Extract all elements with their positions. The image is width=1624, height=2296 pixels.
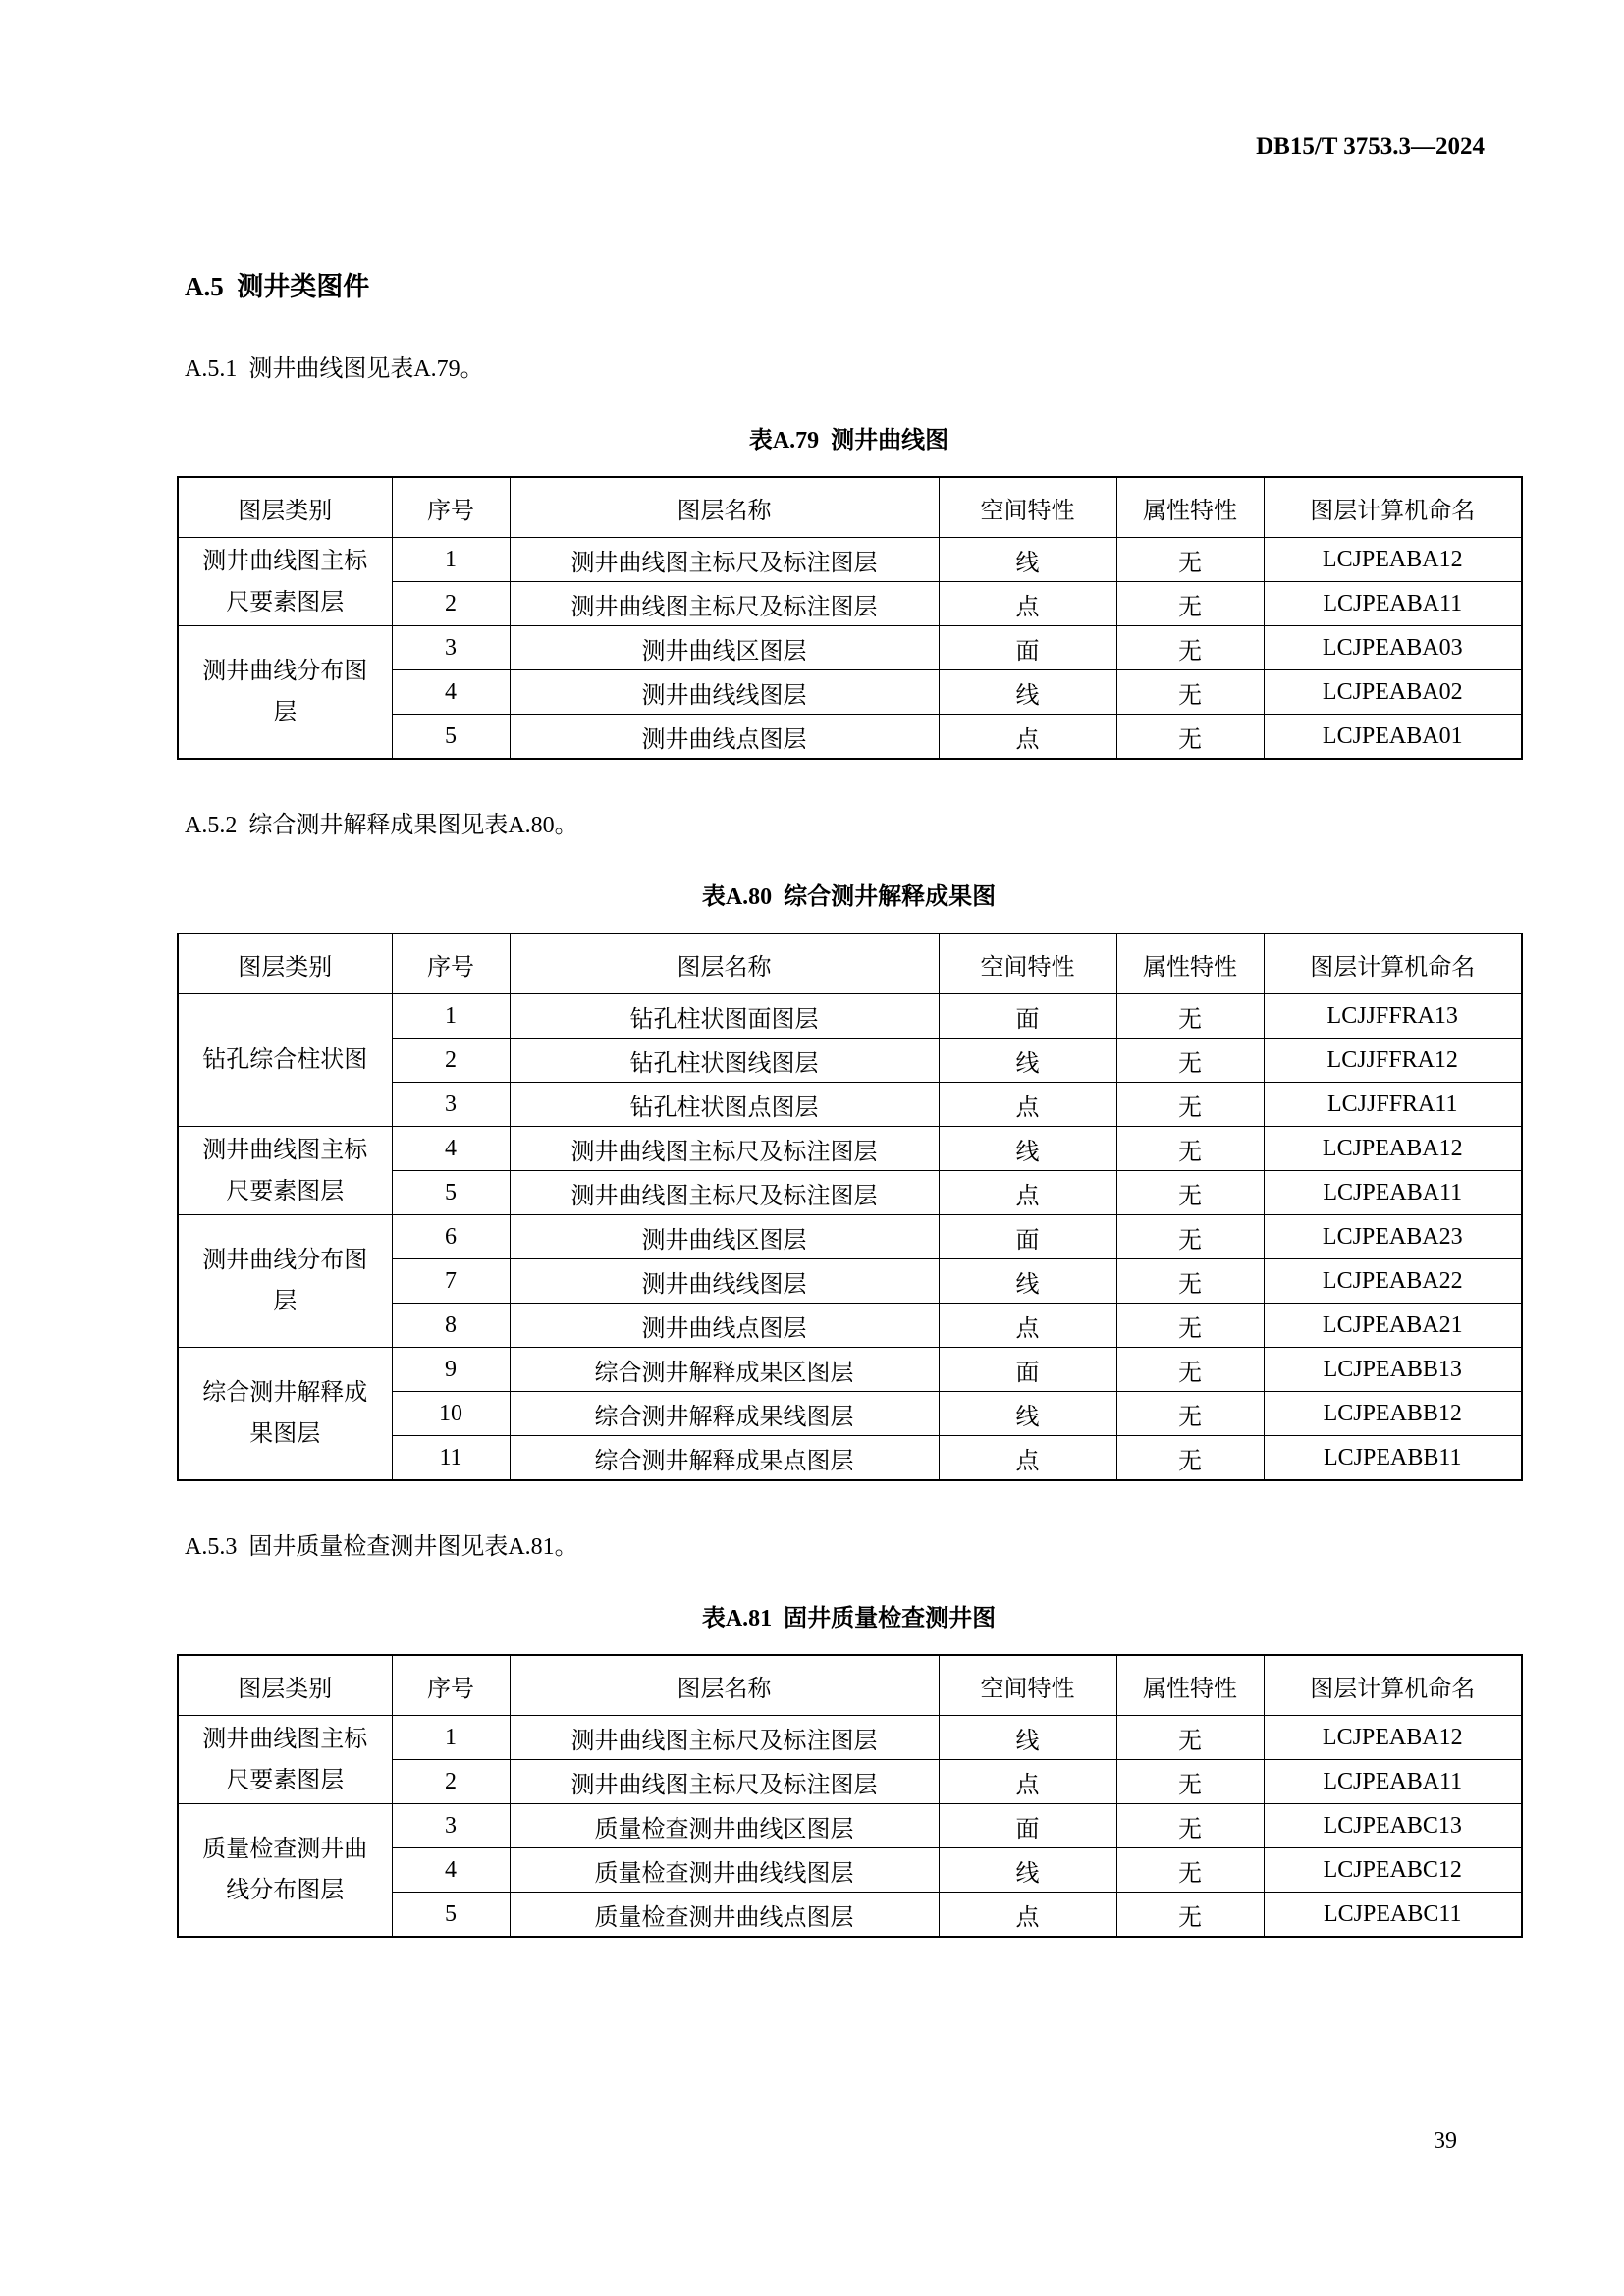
spatial-attr-cell: 线 [939, 1392, 1116, 1436]
attribute-attr-cell: 无 [1116, 1760, 1264, 1804]
computer-name-cell: LCJPEABB11 [1264, 1436, 1522, 1481]
spatial-attr-cell: 点 [939, 1436, 1116, 1481]
attribute-attr-cell: 无 [1116, 1259, 1264, 1304]
seq-cell: 3 [392, 626, 510, 670]
computer-name-cell: LCJPEABA21 [1264, 1304, 1522, 1348]
layer-table [177, 933, 1523, 1481]
layer-name-cell: 综合测井解释成果线图层 [510, 1392, 939, 1436]
header-cell: 图层计算机命名 [1264, 1655, 1522, 1716]
layer-name-cell: 钻孔柱状图线图层 [510, 1039, 939, 1083]
computer-name-cell: LCJPEABC11 [1264, 1893, 1522, 1938]
computer-name-cell: LCJPEABC12 [1264, 1848, 1522, 1893]
header-cell: 空间特性 [939, 477, 1116, 538]
spatial-attr-cell: 点 [939, 1083, 1116, 1127]
header-cell: 图层类别 [178, 477, 392, 538]
spatial-attr-cell: 线 [939, 1127, 1116, 1171]
table-row [178, 1127, 1522, 1171]
table-title: 表A.80 综合测井解释成果图 [701, 884, 997, 910]
spatial-attr-cell: 线 [939, 670, 1116, 715]
seq-cell: 2 [392, 1039, 510, 1083]
seq-cell: 10 [392, 1392, 510, 1436]
table-header-row [178, 477, 1522, 538]
attribute-attr-cell: 无 [1116, 1127, 1264, 1171]
table-row [178, 994, 1522, 1039]
computer-name-cell: LCJPEABC13 [1264, 1804, 1522, 1848]
spatial-attr-cell: 点 [939, 582, 1116, 626]
table-title: 表A.81 固井质量检查测井图 [701, 1606, 997, 1631]
layer-name-cell: 质量检查测井曲线线图层 [510, 1848, 939, 1893]
table-row [178, 1716, 1522, 1760]
seq-cell: 4 [392, 1848, 510, 1893]
category-cell: 钻孔综合柱状图 [178, 994, 392, 1127]
computer-name-cell: LCJPEABA11 [1264, 1171, 1522, 1215]
header-cell: 序号 [392, 1655, 510, 1716]
layer-name-cell: 测井曲线图主标尺及标注图层 [510, 1760, 939, 1804]
computer-name-cell: LCJJFFRA13 [1264, 994, 1522, 1039]
layer-name-cell: 质量检查测井曲线点图层 [510, 1893, 939, 1938]
layer-name-cell: 测井曲线区图层 [510, 1215, 939, 1259]
spatial-attr-cell: 线 [939, 1259, 1116, 1304]
category-cell: 测井曲线图主标尺要素图层 [178, 1127, 392, 1215]
seq-cell: 7 [392, 1259, 510, 1304]
seq-cell: 5 [392, 1171, 510, 1215]
layer-name-cell: 钻孔柱状图面图层 [510, 994, 939, 1039]
layer-table [177, 1654, 1523, 1938]
computer-name-cell: LCJPEABA12 [1264, 1716, 1522, 1760]
seq-cell: 3 [392, 1804, 510, 1848]
layer-name-cell: 测井曲线图主标尺及标注图层 [510, 538, 939, 582]
subsection-heading: A.5.1 测井曲线图见表A.79。 [185, 356, 484, 382]
header-cell: 属性特性 [1116, 934, 1264, 994]
layer-name-cell: 测井曲线区图层 [510, 626, 939, 670]
header-cell: 图层名称 [510, 477, 939, 538]
table-row [178, 626, 1522, 670]
attribute-attr-cell: 无 [1116, 994, 1264, 1039]
spatial-attr-cell: 点 [939, 1171, 1116, 1215]
subsection-heading: A.5.2 综合测井解释成果图见表A.80。 [185, 813, 578, 838]
spatial-attr-cell: 面 [939, 994, 1116, 1039]
attribute-attr-cell: 无 [1116, 626, 1264, 670]
table-title: 表A.79 测井曲线图 [748, 428, 949, 454]
computer-name-cell: LCJPEABA11 [1264, 1760, 1522, 1804]
layer-name-cell: 测井曲线线图层 [510, 670, 939, 715]
section-heading: A.5 测井类图件 [185, 272, 370, 301]
spatial-attr-cell: 面 [939, 626, 1116, 670]
attribute-attr-cell: 无 [1116, 1436, 1264, 1481]
computer-name-cell: LCJPEABA22 [1264, 1259, 1522, 1304]
computer-name-cell: LCJPEABA23 [1264, 1215, 1522, 1259]
layer-name-cell: 测井曲线图主标尺及标注图层 [510, 1127, 939, 1171]
attribute-attr-cell: 无 [1116, 1215, 1264, 1259]
layer-name-cell: 测井曲线图主标尺及标注图层 [510, 1171, 939, 1215]
seq-cell: 5 [392, 715, 510, 760]
computer-name-cell: LCJPEABA01 [1264, 715, 1522, 760]
seq-cell: 2 [392, 1760, 510, 1804]
table-row [178, 1804, 1522, 1848]
header-cell: 空间特性 [939, 1655, 1116, 1716]
header-cell: 序号 [392, 477, 510, 538]
document-content [177, 265, 1521, 1938]
header-cell: 图层类别 [178, 1655, 392, 1716]
seq-cell: 5 [392, 1893, 510, 1938]
header-cell: 图层计算机命名 [1264, 934, 1522, 994]
category-cell: 综合测井解释成果图层 [178, 1348, 392, 1481]
attribute-attr-cell: 无 [1116, 1392, 1264, 1436]
header-cell: 属性特性 [1116, 477, 1264, 538]
attribute-attr-cell: 无 [1116, 1083, 1264, 1127]
attribute-attr-cell: 无 [1116, 1893, 1264, 1938]
seq-cell: 6 [392, 1215, 510, 1259]
computer-name-cell: LCJPEABB12 [1264, 1392, 1522, 1436]
spatial-attr-cell: 点 [939, 715, 1116, 760]
layer-name-cell: 质量检查测井曲线区图层 [510, 1804, 939, 1848]
attribute-attr-cell: 无 [1116, 715, 1264, 760]
seq-cell: 8 [392, 1304, 510, 1348]
spatial-attr-cell: 面 [939, 1804, 1116, 1848]
header-cell: 图层名称 [510, 934, 939, 994]
header-cell: 空间特性 [939, 934, 1116, 994]
subsections-container [177, 348, 1521, 1938]
spatial-attr-cell: 线 [939, 1039, 1116, 1083]
table-header-row [178, 934, 1522, 994]
computer-name-cell: LCJJFFRA11 [1264, 1083, 1522, 1127]
seq-cell: 11 [392, 1436, 510, 1481]
category-cell: 质量检查测井曲线分布图层 [178, 1804, 392, 1938]
spatial-attr-cell: 线 [939, 1716, 1116, 1760]
attribute-attr-cell: 无 [1116, 1804, 1264, 1848]
table-row [178, 1348, 1522, 1392]
seq-cell: 1 [392, 994, 510, 1039]
computer-name-cell: LCJPEABB13 [1264, 1348, 1522, 1392]
layer-table [177, 476, 1523, 760]
category-cell: 测井曲线图主标尺要素图层 [178, 1716, 392, 1804]
spatial-attr-cell: 点 [939, 1760, 1116, 1804]
table-header-row [178, 1655, 1522, 1716]
layer-name-cell: 测井曲线点图层 [510, 715, 939, 760]
category-cell: 测井曲线分布图层 [178, 626, 392, 760]
spatial-attr-cell: 点 [939, 1893, 1116, 1938]
page-number: 39 [1434, 2128, 1457, 2154]
computer-name-cell: LCJPEABA03 [1264, 626, 1522, 670]
computer-name-cell: LCJPEABA12 [1264, 1127, 1522, 1171]
attribute-attr-cell: 无 [1116, 1716, 1264, 1760]
attribute-attr-cell: 无 [1116, 1171, 1264, 1215]
attribute-attr-cell: 无 [1116, 538, 1264, 582]
seq-cell: 1 [392, 1716, 510, 1760]
seq-cell: 4 [392, 1127, 510, 1171]
layer-name-cell: 测井曲线图主标尺及标注图层 [510, 582, 939, 626]
spatial-attr-cell: 线 [939, 1848, 1116, 1893]
layer-name-cell: 测井曲线线图层 [510, 1259, 939, 1304]
seq-cell: 4 [392, 670, 510, 715]
computer-name-cell: LCJPEABA11 [1264, 582, 1522, 626]
spatial-attr-cell: 面 [939, 1348, 1116, 1392]
subsection-heading: A.5.3 固井质量检查测井图见表A.81。 [185, 1534, 578, 1560]
attribute-attr-cell: 无 [1116, 1848, 1264, 1893]
seq-cell: 9 [392, 1348, 510, 1392]
spatial-attr-cell: 点 [939, 1304, 1116, 1348]
header-cell: 属性特性 [1116, 1655, 1264, 1716]
header-cell: 序号 [392, 934, 510, 994]
computer-name-cell: LCJJFFRA12 [1264, 1039, 1522, 1083]
seq-cell: 2 [392, 582, 510, 626]
attribute-attr-cell: 无 [1116, 1348, 1264, 1392]
computer-name-cell: LCJPEABA02 [1264, 670, 1522, 715]
header-cell: 图层名称 [510, 1655, 939, 1716]
header-cell: 图层类别 [178, 934, 392, 994]
category-cell: 测井曲线图主标尺要素图层 [178, 538, 392, 626]
layer-name-cell: 综合测井解释成果点图层 [510, 1436, 939, 1481]
layer-name-cell: 测井曲线图主标尺及标注图层 [510, 1716, 939, 1760]
attribute-attr-cell: 无 [1116, 1304, 1264, 1348]
spatial-attr-cell: 线 [939, 538, 1116, 582]
category-cell: 测井曲线分布图层 [178, 1215, 392, 1348]
attribute-attr-cell: 无 [1116, 670, 1264, 715]
table-row [178, 538, 1522, 582]
seq-cell: 1 [392, 538, 510, 582]
header-cell: 图层计算机命名 [1264, 477, 1522, 538]
layer-name-cell: 综合测井解释成果区图层 [510, 1348, 939, 1392]
computer-name-cell: LCJPEABA12 [1264, 538, 1522, 582]
spatial-attr-cell: 面 [939, 1215, 1116, 1259]
document-code: DB15/T 3753.3—2024 [1256, 133, 1485, 160]
seq-cell: 3 [392, 1083, 510, 1127]
layer-name-cell: 钻孔柱状图点图层 [510, 1083, 939, 1127]
table-row [178, 1215, 1522, 1259]
layer-name-cell: 测井曲线点图层 [510, 1304, 939, 1348]
attribute-attr-cell: 无 [1116, 1039, 1264, 1083]
attribute-attr-cell: 无 [1116, 582, 1264, 626]
